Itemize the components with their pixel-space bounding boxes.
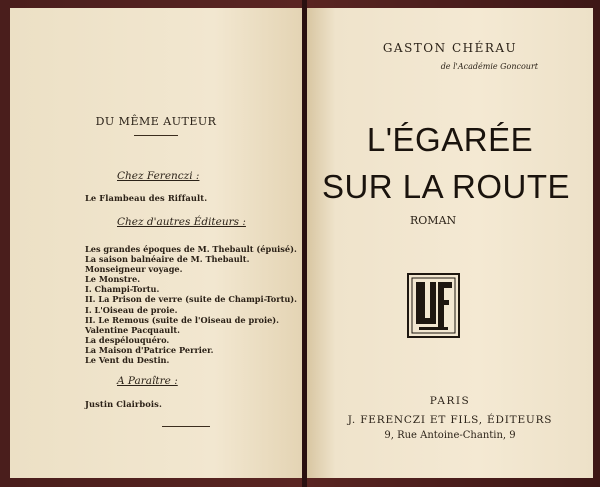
list-item: La Maison d'Patrice Perrier. — [85, 344, 214, 355]
list-item: La despélouquéro. — [85, 334, 170, 345]
other-works-list — [85, 244, 297, 365]
right-page — [307, 8, 593, 478]
ferenczi-work: Le Flambeau des Riffault. — [85, 193, 208, 203]
ferenczi-monogram-icon — [407, 273, 460, 338]
author-name: GASTON CHÉRAU — [382, 41, 518, 55]
section-forthcoming: A Paraître : — [117, 375, 178, 387]
list-item: I. L'Oiseau de proie. — [85, 304, 178, 315]
left-page — [10, 8, 302, 478]
list-item: II. La Prison de verre (suite de Champi-Tortu). — [85, 294, 298, 305]
section-other-publishers: Chez d'autres Éditeurs : — [117, 216, 246, 228]
list-item: La saison balnéaire de M. Thebault. — [85, 254, 250, 265]
title-line-2: SUR LA ROUTE — [321, 168, 571, 205]
forthcoming-work: Justin Clairbois. — [85, 399, 162, 409]
publisher-city: PARIS — [429, 395, 471, 407]
genre-label: ROMAN — [410, 214, 457, 227]
divider — [162, 426, 210, 427]
list-item: I. Champi-Tortu. — [85, 284, 160, 295]
list-item: Le Vent du Destin. — [85, 355, 170, 366]
same-author-heading: DU MÊME AUTEUR — [95, 115, 217, 128]
title-line-1: L'ÉGARÉE — [366, 121, 534, 158]
list-item: II. Le Remous (suite de l'Oiseau de proie). — [85, 314, 280, 325]
publisher-name: J. FERENCZI ET FILS, ÉDITEURS — [347, 414, 553, 426]
section-ferenczi: Chez Ferenczi : — [117, 170, 200, 182]
list-item: Le Monstre. — [85, 274, 141, 285]
list-item: Monseigneur voyage. — [85, 264, 183, 275]
list-item: Les grandes époques de M. Thebault (épuisé). — [85, 244, 297, 254]
academy-credit: de l'Académie Goncourt — [440, 62, 538, 71]
list-item: Valentine Pacquault. — [85, 324, 180, 335]
publisher-address: 9, Rue Antoine-Chantin, 9 — [384, 430, 516, 441]
divider — [134, 135, 178, 136]
